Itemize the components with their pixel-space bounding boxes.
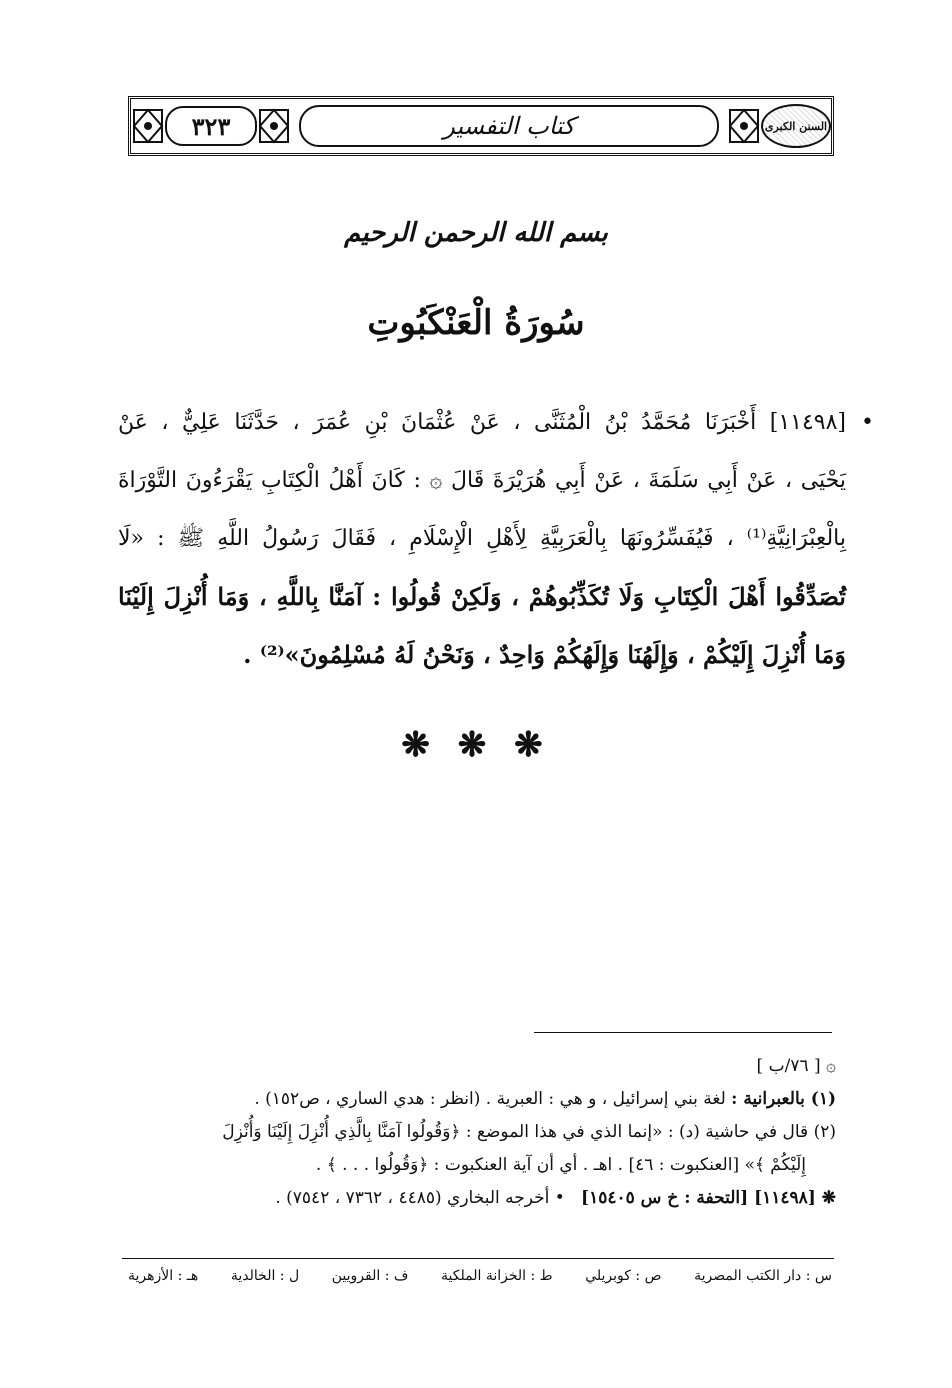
bullet-icon: • xyxy=(861,410,874,435)
siglum: ف : القرويين xyxy=(331,1268,409,1284)
sigla-divider xyxy=(122,1258,834,1259)
page-header xyxy=(128,96,834,156)
footnote-1-label: (١) بالعبرانية : xyxy=(731,1089,836,1109)
takhrij-line xyxy=(118,1182,836,1215)
knot-ornament-icon xyxy=(131,104,165,148)
header-right-group xyxy=(727,99,831,153)
manuscript-sigla xyxy=(128,1268,832,1284)
footnote-2-line: إِلَيْكُمْ ﴾» [العنكبوت : ٤٦] . اهـ . أي أن آية العنكبوت : ﴿وَقُولُوا . . . ﴾ . xyxy=(315,1155,806,1175)
siglum: هـ : الأزهرية xyxy=(128,1268,199,1284)
takhrij-text: • أخرجه البخاري (٤٤٨٥ ، ٧٣٦٢ ، ٧٥٤٢) . xyxy=(275,1188,565,1208)
footnote-1 xyxy=(118,1083,836,1116)
siglum: س : دار الكتب المصرية xyxy=(694,1268,832,1284)
knot-ornament-icon xyxy=(727,104,761,148)
knot-ornament-icon xyxy=(257,104,291,148)
siglum: ط : الخزانة الملكية xyxy=(441,1268,553,1284)
book-logo-medallion xyxy=(761,104,831,148)
hadith-line: بِالْعِبْرَانِيَّةِ⁽¹⁾ ، فَيُفَسِّرُونَهَا بِالْعَرَبِيَّةِ لِأَهْلِ الْإِسْلَامِ ، فَقَالَ رَسُولُ اللَّهِ ﷺ : «لَا xyxy=(118,526,846,551)
siglum: ل : الخالدية xyxy=(230,1268,300,1284)
hadith-line: [١١٤٩٨] أَخْبَرَنَا مُحَمَّدُ بْنُ الْمُثَنَّى ، عَنْ عُثْمَانَ بْنِ عُمَرَ ، حَدَّثَنَا عَلِيٌّ ، عَنْ xyxy=(118,410,846,435)
siglum: ص : كوبريلي xyxy=(585,1268,662,1284)
footnote-1-text: لغة بني إسرائيل ، و هي : العبرية . (انظر : هدي الساري ، ص١٥٢) . xyxy=(254,1089,732,1109)
section-separator: ❋ ❋ ❋ xyxy=(401,725,551,765)
hadith-line-bold: وَمَا أُنْزِلَ إِلَيْكُمْ ، وَإِلَهُنَا وَإِلَهُكُمْ وَاحِدٌ ، وَنَحْنُ لَهُ مُسْلِمُونَ»⁽²⁾ . xyxy=(243,640,846,669)
page-number: ٣٢٣ xyxy=(165,106,257,146)
hadith-text xyxy=(118,394,874,684)
footnote-2-line: (٢) قال في حاشية (د) : «إنما الذي في هذا الموضع : ﴿وَقُولُوا آمَنَّا بِالَّذِي أُنْزِلَ إِلَيْنَا وَأُنْزِلَ xyxy=(222,1122,836,1142)
hadith-line-bold: تُصَدِّقُوا أَهْلَ الْكِتَابِ وَلَا تُكَذِّبُوهُمْ ، وَلَكِنْ قُولُوا : آمَنَّا بِاللَّهِ ، وَمَا أُنْزِلَ إِلَيْنَا xyxy=(118,582,846,611)
footnote-divider xyxy=(534,1032,832,1033)
header-left-group xyxy=(131,99,291,153)
folio-reference: ۞ [ ٧٦/ب ] xyxy=(756,1056,836,1076)
basmala: بسم الله الرحمن الرحيم xyxy=(344,218,608,248)
surah-title: سُورَةُ الْعَنْكَبُوتِ xyxy=(367,303,585,343)
medallion-text: السنن الكبرى xyxy=(764,119,828,133)
footnotes xyxy=(118,1050,836,1215)
takhrij-label: ❋ [١١٤٩٨] [التحفة : خ س ١٥٤٠٥] xyxy=(581,1188,836,1208)
hadith-line: يَحْيَى ، عَنْ أَبِي سَلَمَةَ ، عَنْ أَبِي هُرَيْرَةَ قَالَ ۞ : كَانَ أَهْلُ الْكِتَابِ يَقْرَءُونَ التَّوْرَاةَ xyxy=(118,468,846,493)
book-title: كتاب التفسير xyxy=(299,105,719,147)
